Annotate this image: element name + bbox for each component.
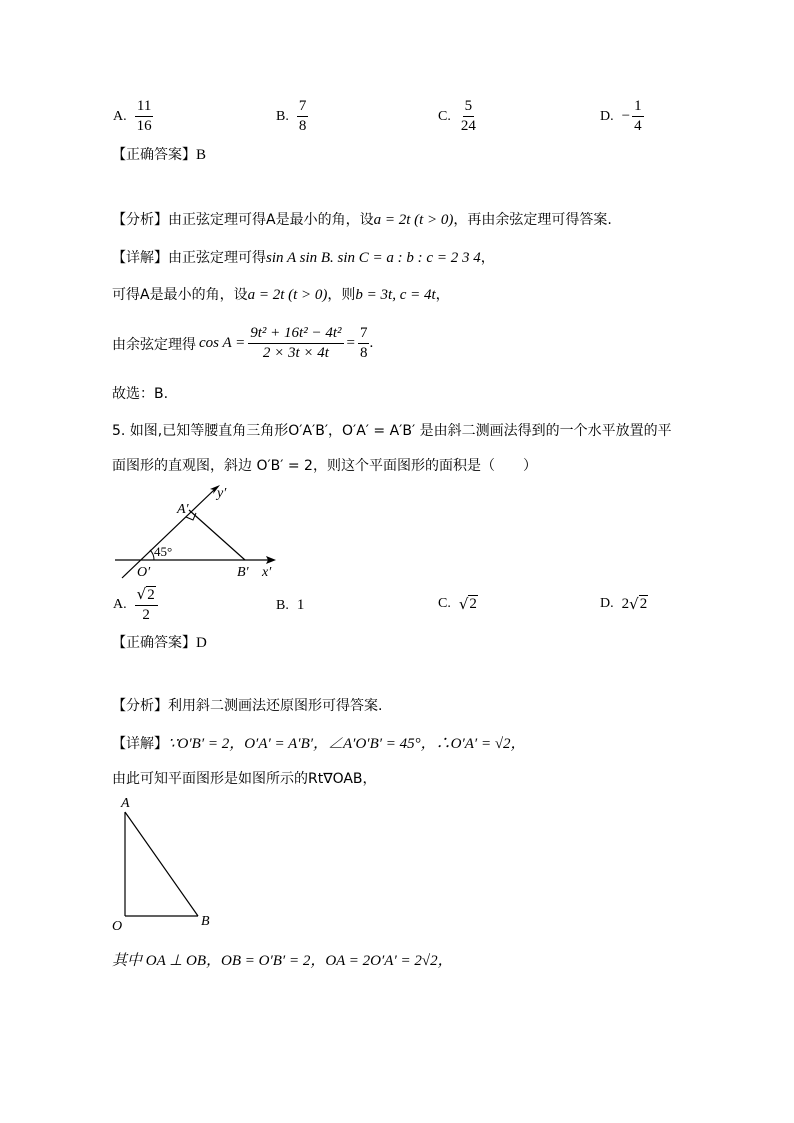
q4-line2: 可得A是最小的角，设a = 2t (t > 0)，则b = 3t, c = 4t， xyxy=(112,287,450,303)
label-y: y′ xyxy=(217,486,227,501)
q5-option-a[interactable] xyxy=(113,586,158,624)
q4-choose: 故选：B. xyxy=(112,386,169,402)
q5-answer xyxy=(112,632,207,652)
answer-tag: 【正确答案】 xyxy=(112,635,196,651)
option-label: D. xyxy=(600,596,614,611)
fraction: $\frac{11}{16}$ xyxy=(136,98,152,134)
q5-detail: 【详解】∵O′B′ = 2，O′A′ = A′B′，∠A′O′B′ = 45°，∴O′A′ = √2， xyxy=(112,736,526,752)
label-x: x′ xyxy=(262,565,272,580)
label-b: B xyxy=(201,914,210,929)
fraction: √ 2 2 xyxy=(135,586,158,624)
q4-analysis: 【分析】由正弦定理可得A是最小的角，设a = 2t (t > 0)，再由余弦定理可得答案. xyxy=(112,212,612,228)
q5-detail-line2: 由此可知平面图形是如图所示的Rt∇OAB， xyxy=(112,771,377,787)
option-label: A. xyxy=(113,108,127,124)
label-b: B′ xyxy=(237,565,249,580)
q4-option-c[interactable] xyxy=(438,98,478,135)
q5-final-line: 其中 OA ⊥ OB，OB = O′B′ = 2，OA = 2O′A′ = 2√2， xyxy=(112,953,453,969)
label-a: A′ xyxy=(177,502,189,517)
q4-answer xyxy=(112,144,206,164)
option-label: C. xyxy=(438,108,451,124)
q5-stem-line2: 面图形的直观图，斜边 O′B′ = 2，则这个平面图形的面积是（ ） xyxy=(112,458,537,474)
option-label: A. xyxy=(113,597,127,612)
label-angle: 45° xyxy=(154,544,173,559)
answer-value: B xyxy=(196,147,207,163)
q5-right-triangle-figure xyxy=(108,792,218,934)
option-label: B. xyxy=(276,597,289,613)
q5-analysis: 【分析】利用斜二测画法还原图形可得答案. xyxy=(112,698,383,714)
label-o: O′ xyxy=(137,565,151,580)
answer-value: D xyxy=(196,635,207,651)
q5-stem-line1: 5. 如图,已知等腰直角三角形O′A′B′，O′A′ = A′B′ 是由斜二测画法得到的一个水平放置的平 xyxy=(112,423,672,439)
label-a: A xyxy=(121,796,130,811)
q4-option-d[interactable] xyxy=(600,98,644,135)
fraction: $\frac{\text{9t² + 16t² − 4t²}}{2 \times 3t \times 4t}$ xyxy=(250,325,342,361)
q4-option-a[interactable] xyxy=(113,98,154,135)
option-label: D. xyxy=(600,108,614,124)
minus-sign: − xyxy=(621,108,631,124)
answer-tag: 【正确答案】 xyxy=(112,147,196,163)
q4-option-b[interactable] xyxy=(276,98,308,135)
q5-option-d[interactable]: D. 2 √ 2 xyxy=(600,595,648,613)
fraction: $\frac{7}{8}$ xyxy=(359,325,368,361)
fraction: $\frac{1}{4}$ xyxy=(634,98,642,134)
label-o: O xyxy=(112,919,123,934)
q4-cosine: 由余弦定理得 cos A = $\frac{\text{9t² + 16t² − 4t²}}{2 \times 3t \times 4t}$ = $\frac{7}{8}$ . xyxy=(112,325,374,361)
q5-oblique-figure xyxy=(110,480,285,582)
fraction: $\frac{5}{24}$ xyxy=(460,98,476,134)
q5-option-b[interactable]: B. 1 xyxy=(276,597,305,613)
fraction: $\frac{7}{8}$ xyxy=(298,98,307,134)
option-label: C. xyxy=(438,596,451,611)
q5-option-c[interactable]: C. √ 2 xyxy=(438,595,477,613)
option-label: B. xyxy=(276,108,289,124)
q4-detail: 【详解】由正弦定理可得sin A sin B. sin C = a : b : c = 2 3 4， xyxy=(112,250,495,266)
